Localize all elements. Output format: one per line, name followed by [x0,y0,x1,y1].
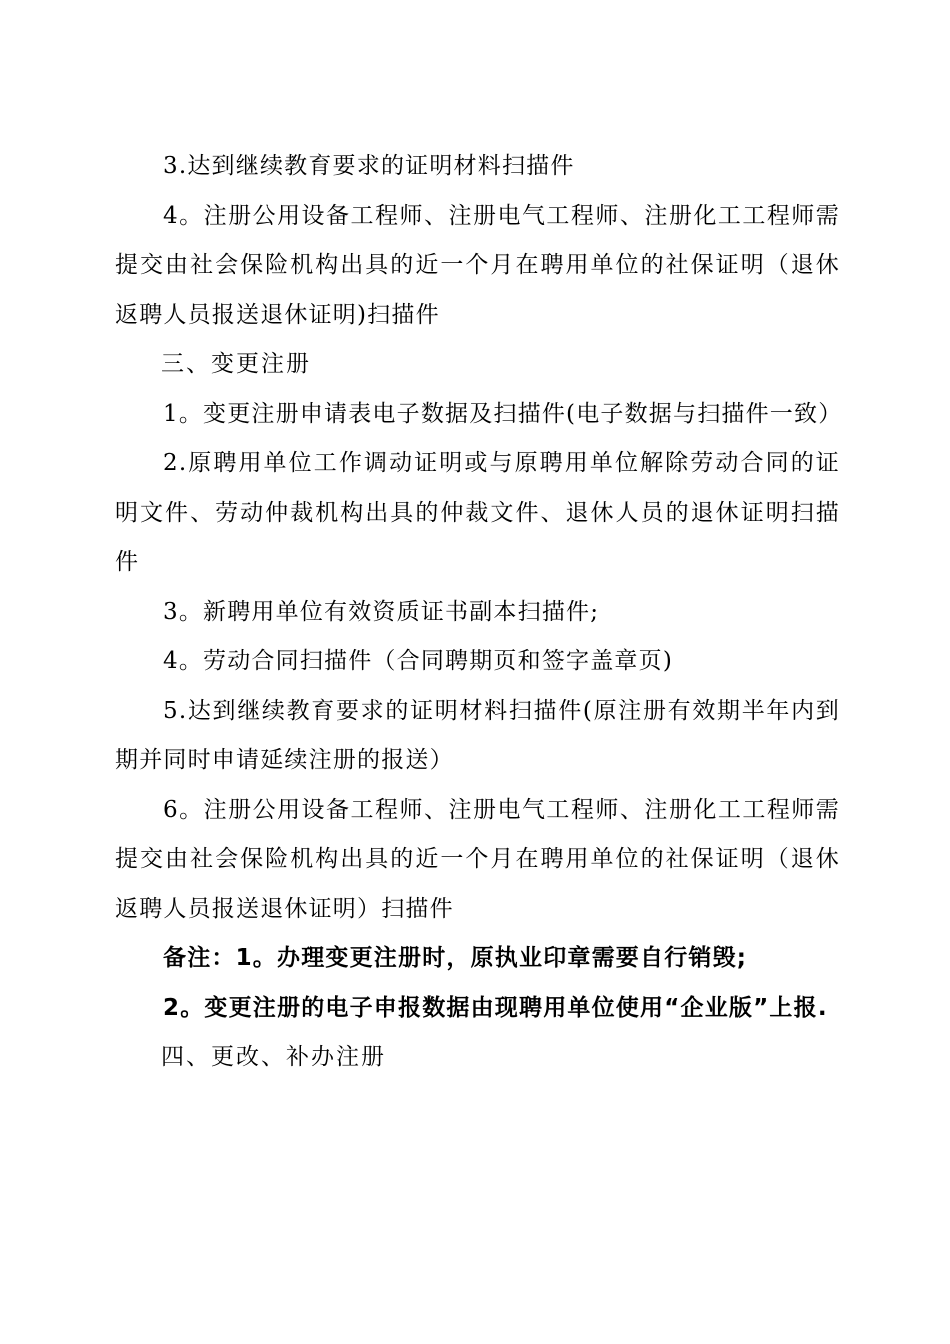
note-seal-destruction: 备注：1。办理变更注册时，原执业印章需要自行销毁; [163,945,748,971]
paragraph-change-application-form: 1。变更注册申请表电子数据及扫描件(电子数据与扫描件一致） [163,400,843,427]
document-body [115,142,843,1083]
paragraph-education-proof-renewal: 5.达到继续教育要求的证明材料扫描件(原注册有效期半年内到期并同时申请延续注册的报送） [115,697,840,773]
paragraph-labor-contract: 4。劳动合同扫描件（合同聘期页和签字盖章页) [163,648,674,674]
paragraph-employment-transfer-proof: 2.原聘用单位工作调动证明或与原聘用单位解除劳动合同的证明文件、劳动仲裁机构出具的仲裁文件、退休人员的退休证明扫描件 [115,450,840,575]
section-heading-change-registration: 三、变更注册 [161,351,311,377]
paragraph-qualification-certificate: 3。新聘用单位有效资质证书副本扫描件; [163,598,600,625]
paragraph-continuing-education-proof: 3.达到继续教育要求的证明材料扫描件 [163,153,575,179]
paragraph-social-insurance-proof: 4。注册公用设备工程师、注册电气工程师、注册化工工程师需提交由社会保险机构出具的近一个月在聘用单位的社保证明（退休返聘人员报送退休证明)扫描件 [115,202,840,328]
section-heading-amend-registration: 四、更改、补办注册 [161,1044,386,1070]
note-enterprise-version-submission: 2。变更注册的电子申报数据由现聘用单位使用“企业版”上报. [163,994,828,1021]
paragraph-social-insurance-proof-change: 6。注册公用设备工程师、注册电气工程师、注册化工工程师需提交由社会保险机构出具的近一个月在聘用单位的社保证明（退休返聘人员报送退休证明）扫描件 [115,796,840,922]
